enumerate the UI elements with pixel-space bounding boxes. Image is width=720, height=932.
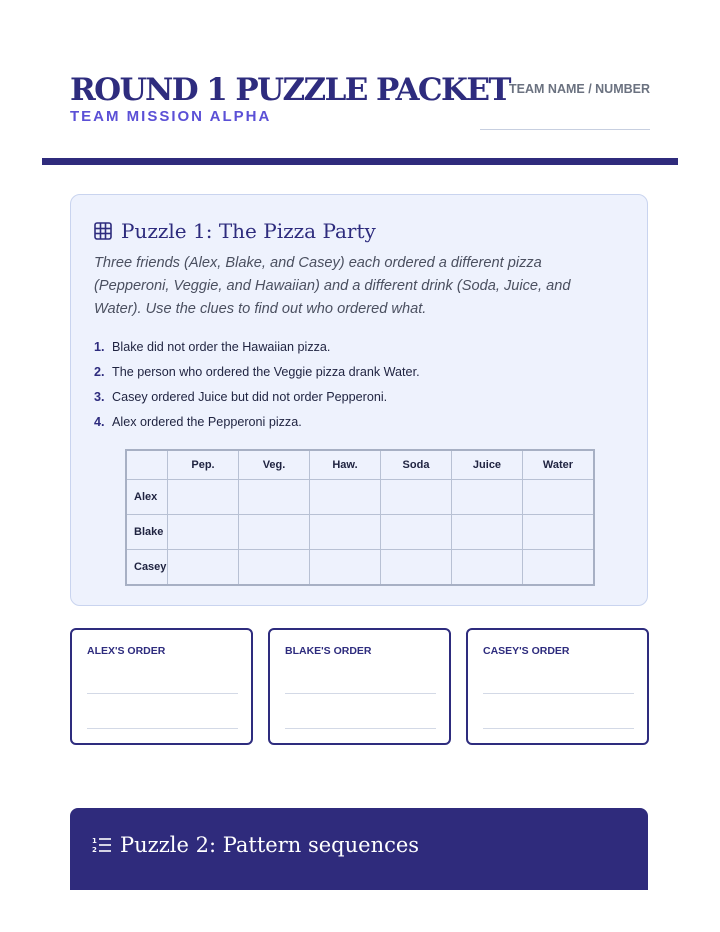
clue-text: The person who ordered the Veggie pizza drank Water. (112, 364, 420, 379)
alex-order-box (70, 628, 253, 745)
clue-text: Alex ordered the Pepperoni pizza. (112, 414, 302, 429)
answer-write-line[interactable] (285, 693, 436, 694)
puzzle-2-title: Puzzle 2: Pattern sequences (120, 833, 420, 857)
puzzle-1-intro: Three friends (Alex, Blake, and Casey) each ordered a different pizza (Pepperoni, Veggie, and Hawaiian) and a different drink (Soda, Juice, and Water). Use the clues to find out who ordered what. (94, 255, 571, 317)
answer-write-line[interactable] (87, 728, 238, 729)
logic-grid-row-label: Casey (126, 550, 168, 585)
logic-grid-cell[interactable] (310, 550, 381, 585)
answer-write-line[interactable] (483, 693, 634, 694)
answer-write-line[interactable] (285, 728, 436, 729)
logic-grid-row-alex (126, 480, 594, 515)
logic-grid-col-pepperoni: Pep. (168, 450, 239, 480)
puzzle-2-heading (92, 830, 419, 860)
puzzle-1-card (70, 194, 648, 606)
logic-grid-cell[interactable] (239, 550, 310, 585)
clue-item (94, 334, 420, 359)
answer-write-line[interactable] (483, 728, 634, 729)
team-name-write-line[interactable] (480, 129, 650, 130)
logic-grid-cell[interactable] (452, 550, 523, 585)
puzzle-2-banner (70, 808, 648, 890)
clue-number: 1. (94, 339, 105, 354)
logic-grid-cell[interactable] (452, 480, 523, 515)
answer-write-line[interactable] (87, 693, 238, 694)
logic-grid-cell[interactable] (452, 515, 523, 550)
page-subtitle: TEAM MISSION ALPHA (70, 108, 272, 125)
packet-header (70, 70, 650, 140)
order-box-label: ALEX'S ORDER (87, 645, 166, 657)
svg-text:1: 1 (92, 837, 97, 845)
logic-grid-header-row (126, 450, 594, 480)
puzzle-1-title: Puzzle 1: The Pizza Party (121, 219, 376, 243)
logic-grid-col-water: Water (523, 450, 595, 480)
header-divider (42, 158, 678, 165)
logic-grid-cell[interactable] (239, 515, 310, 550)
casey-order-box (466, 628, 649, 745)
logic-grid-col-juice: Juice (452, 450, 523, 480)
order-box-label: CASEY'S ORDER (483, 645, 570, 657)
blake-order-box (268, 628, 451, 745)
clue-item (94, 409, 420, 434)
logic-grid-row-label: Blake (126, 515, 168, 550)
clue-list (94, 334, 420, 434)
logic-grid-cell[interactable] (310, 515, 381, 550)
logic-grid-col-hawaiian: Haw. (310, 450, 381, 480)
order-box-label: BLAKE'S ORDER (285, 645, 372, 657)
logic-grid-cell[interactable] (239, 480, 310, 515)
svg-text:2: 2 (92, 846, 97, 854)
puzzle-1-heading (94, 217, 376, 245)
clue-number: 4. (94, 414, 105, 429)
clue-number: 3. (94, 389, 105, 404)
list-icon (92, 836, 112, 854)
logic-grid-col-veggie: Veg. (239, 450, 310, 480)
clue-text: Casey ordered Juice but did not order Pepperoni. (112, 389, 388, 404)
clue-item (94, 359, 420, 384)
clue-number: 2. (94, 364, 105, 379)
logic-grid-cell[interactable] (523, 515, 595, 550)
logic-grid-cell[interactable] (381, 515, 452, 550)
logic-grid-cell[interactable] (310, 480, 381, 515)
logic-grid-cell[interactable] (523, 550, 595, 585)
logic-grid-cell[interactable] (523, 480, 595, 515)
logic-grid-corner (126, 450, 168, 480)
logic-grid-row-blake (126, 515, 594, 550)
logic-grid-cell[interactable] (168, 480, 239, 515)
clue-text: Blake did not order the Hawaiian pizza. (112, 339, 331, 354)
logic-grid (125, 449, 595, 586)
logic-grid-row-label: Alex (126, 480, 168, 515)
grid-icon (94, 222, 112, 240)
logic-grid-col-soda: Soda (381, 450, 452, 480)
page-title: ROUND 1 PUZZLE PACKET (70, 72, 510, 108)
logic-grid-cell[interactable] (168, 515, 239, 550)
logic-grid-row-casey (126, 550, 594, 585)
clue-item (94, 384, 420, 409)
team-name-label: TEAM NAME / NUMBER (509, 82, 650, 96)
logic-grid-cell[interactable] (381, 550, 452, 585)
logic-grid-cell[interactable] (168, 550, 239, 585)
logic-grid-cell[interactable] (381, 480, 452, 515)
